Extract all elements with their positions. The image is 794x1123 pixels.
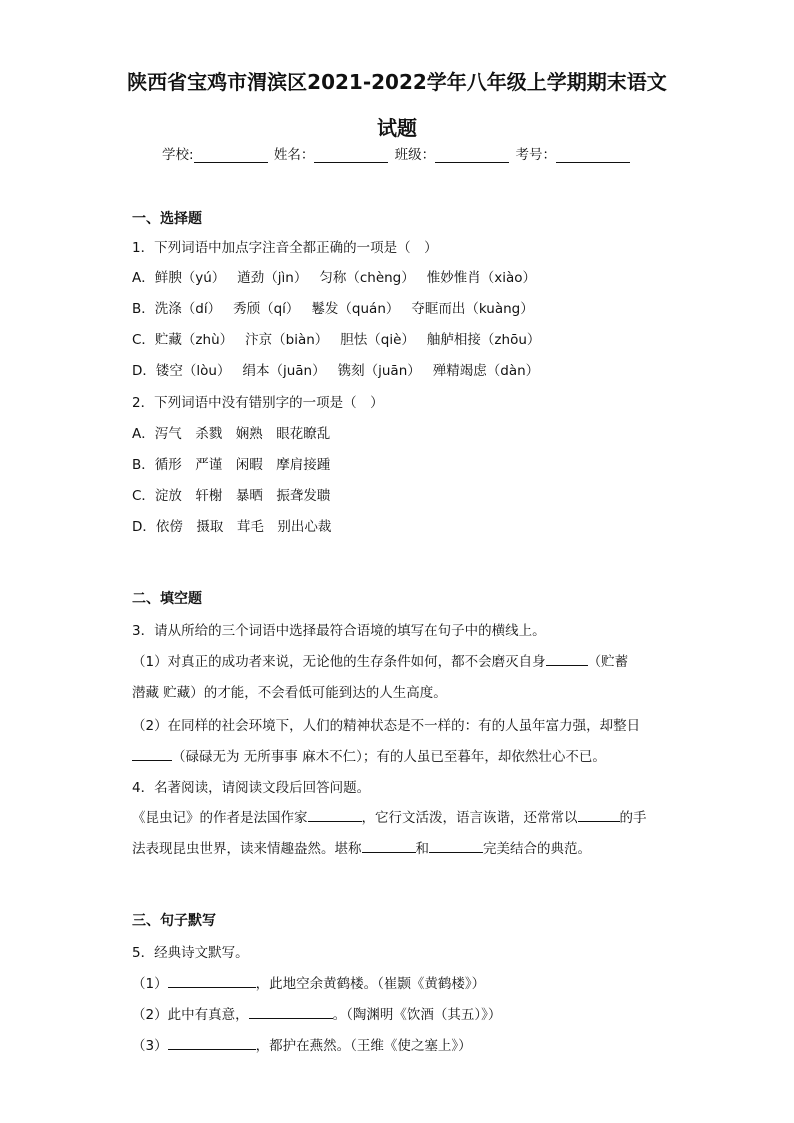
q5-blank3[interactable]: [168, 1036, 256, 1050]
q1b-item: 秀颀（qí）: [233, 301, 300, 317]
q1-stem: 1．下列词语中加点字注音全都正确的一项是（ ）: [132, 240, 438, 256]
q4-text: 《昆虫记》的作者是法国作家: [132, 810, 308, 826]
exam-title-line1: 陕西省宝鸡市渭滨区2021-2022学年八年级上学期期末语文: [127, 70, 667, 94]
q1c-item: C．贮藏（zhù）: [132, 332, 234, 348]
q1a-item: 惟妙惟肖（xiào）: [426, 270, 537, 286]
q2-option-b: B．循形 严谨 闲暇 摩肩接踵: [132, 457, 331, 473]
q4-line2: [132, 837, 591, 857]
class-blank[interactable]: [435, 148, 509, 163]
name-label: 姓名：: [273, 147, 315, 163]
q1b-item: 鬈发（quán）: [311, 301, 400, 317]
section-heading-fill: 二、填空题: [132, 591, 202, 607]
q4-text: 完美结合的典范。: [483, 841, 591, 857]
q1d-item: 镌刻（juān）: [337, 363, 421, 379]
q2-option-d: D．依傍 摄取 茸毛 别出心裁: [132, 519, 332, 535]
q2-option-c: C．淀放 轩榭 暴晒 振聋发聩: [132, 488, 331, 504]
q1d-item: 殚精竭虑（dàn）: [432, 363, 540, 379]
q5-row1: [132, 972, 485, 992]
school-label: 学校:: [162, 147, 194, 163]
name-blank[interactable]: [314, 148, 388, 163]
q1c-item: 舳舻相接（zhōu）: [426, 332, 541, 348]
q1d-item: 绢本（juān）: [242, 363, 326, 379]
q1a-item: 匀称（chèng）: [319, 270, 415, 286]
q3-text: （1）对真正的成功者来说，无论他的生存条件如何，都不会磨灭自身: [132, 654, 546, 670]
q1-option-a: [132, 266, 548, 286]
section-heading-choice: 一、选择题: [132, 211, 202, 227]
number-label: 考号：: [515, 147, 556, 163]
q2-stem: 2．下列词语中没有错别字的一项是（ ）: [132, 395, 384, 411]
q4-blank-author[interactable]: [308, 808, 362, 822]
student-info-row: [0, 143, 794, 163]
q5-text: （3）: [132, 1038, 168, 1054]
q3-blank2[interactable]: [132, 747, 172, 761]
school-blank[interactable]: [194, 148, 268, 163]
q3-stem: 3．请从所给的三个词语中选择最符合语境的填写在句子中的横线上。: [132, 623, 546, 639]
q4-blank-b[interactable]: [429, 839, 483, 853]
q4-blank-method[interactable]: [578, 808, 620, 822]
q5-row3: [132, 1034, 472, 1054]
q4-stem: 4．名著阅读，请阅读文段后回答问题。: [132, 780, 371, 796]
q3-text: （碌碌无为 无所事事 麻木不仁）；有的人虽已至暮年，却依然壮心不已。: [172, 749, 606, 765]
q1-option-b: [132, 297, 546, 317]
class-label: 班级：: [394, 147, 436, 163]
exam-title-line2: 试题: [377, 116, 417, 140]
q3-part2-line2: [132, 745, 606, 765]
q1-option-c: [132, 328, 552, 348]
q3-text: （贮蓄: [587, 654, 629, 670]
q1a-item: 遒劲（jìn）: [237, 270, 308, 286]
q3-blank1[interactable]: [546, 652, 588, 666]
q2-option-a: A．泻气 杀戮 娴熟 眼花瞭乱: [132, 426, 331, 442]
q5-blank1[interactable]: [168, 974, 256, 988]
q5-stem: 5．经典诗文默写。: [132, 945, 249, 961]
q1b-item: B．洗涤（dí）: [132, 301, 222, 317]
q3-part1-line2: 潜藏 贮藏）的才能，不会看低可能到达的人生高度。: [132, 685, 447, 701]
q4-line1: [132, 806, 647, 826]
q4-text: ，它行文活泼，语言诙谐，还常常以: [361, 810, 578, 826]
q5-text: （1）: [132, 976, 168, 992]
q5-text: ，都护在燕然。（王维《使之塞上》）: [255, 1038, 472, 1054]
q1-option-d: [132, 359, 551, 379]
q1d-item: D．镂空（lòu）: [132, 363, 231, 379]
q3-part2-line1: （2）在同样的社会环境下，人们的精神状态是不一样的：有的人虽年富力强，却整日: [132, 718, 641, 734]
q5-row2: [132, 1003, 501, 1023]
q4-text: 和: [415, 841, 429, 857]
q5-text: （2）此中有真意，: [132, 1007, 249, 1023]
q5-text: ，此地空余黄鹤楼。（崔颢《黄鹤楼》）: [255, 976, 486, 992]
q4-text: 的手: [619, 810, 647, 826]
q4-blank-a[interactable]: [362, 839, 416, 853]
q3-part1-line1: [132, 650, 628, 670]
q1b-item: 夺眶而出（kuàng）: [411, 301, 534, 317]
q5-blank2[interactable]: [249, 1005, 333, 1019]
q1c-item: 汴京（biàn）: [245, 332, 329, 348]
q5-text: 。（陶渊明《饮酒（其五）》）: [332, 1007, 502, 1023]
section-heading-recite: 三、句子默写: [132, 913, 216, 929]
number-blank[interactable]: [556, 148, 630, 163]
q4-text: 法表现昆虫世界，读来情趣盎然。堪称: [132, 841, 362, 857]
q1c-item: 胆怯（qiè）: [340, 332, 415, 348]
q1a-item: A．鲜腴（yú）: [132, 270, 226, 286]
